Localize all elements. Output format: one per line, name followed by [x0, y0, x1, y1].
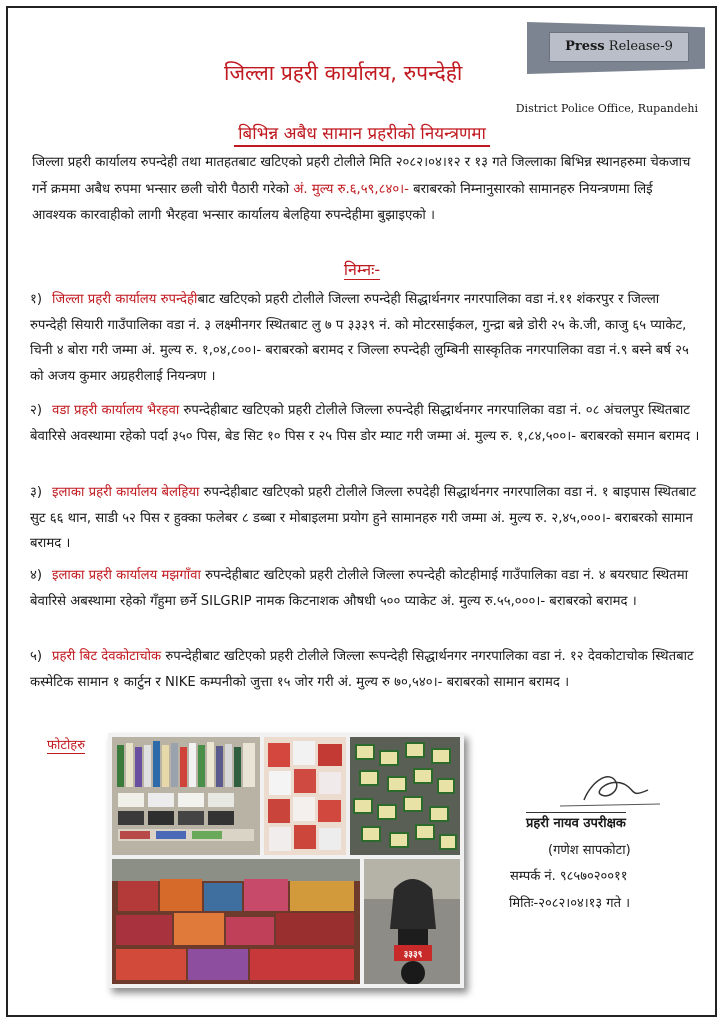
release-date: मितिः-२०८२।०४।१३ गते ।	[509, 896, 631, 911]
intro-text-a: जिल्ला प्रहरी कार्यालय रुपन्देही तथा मातहतबाट खटिएको प्रहरी टोलीले मिति २०८२।०४।१२ र १३ गते जिल्लाका बिभिन्न स्थानहरुमा चेकजाच गर्ने क्रममा अबैध रुपमा भन्सार छली चोरी पैठारी गरेको	[32, 155, 691, 197]
photo-packets	[264, 737, 346, 855]
item-unit: इलाका प्रहरी कार्यालय बेलहिया	[52, 485, 200, 500]
number-plate: ३३३९	[403, 950, 423, 960]
subheading	[0, 258, 724, 280]
signatory-name: (गणेश सापकोटा)	[548, 843, 631, 858]
intro-paragraph	[32, 150, 696, 230]
photo-pesticide-sachets	[350, 737, 460, 855]
photo-cosmetics	[112, 737, 260, 855]
contact-number: सम्पर्क नं. ९८५७०२००११	[510, 869, 628, 884]
headline	[0, 121, 724, 144]
list-item	[30, 287, 700, 389]
signatory-title: प्रहरी नायव उपरीक्षक	[526, 812, 626, 831]
photo-collage	[108, 733, 464, 988]
intro-text-b: बराबरको निम्नानुसारको सामानहरु नियन्त्रणमा लिई आवश्यक कारवाहीको लागी भैरहवा भन्सार कार्यालय बेलहिया रुपन्देहीमा बुझाइएको ।	[32, 181, 653, 223]
item-number: १)	[30, 292, 43, 307]
subheading-text: निम्नः-	[343, 260, 381, 279]
item-unit: वडा प्रहरी कार्यालय भैरहवा	[52, 403, 180, 418]
headline-text: बिभिन्न अबैध सामान प्रहरीको नियन्त्रणमा	[234, 124, 490, 147]
list-item	[30, 398, 700, 449]
release-label: Release-9	[608, 39, 673, 54]
item-unit: प्रहरी बिट देवकोटाचोक	[52, 649, 162, 664]
item-number: ३)	[30, 485, 43, 500]
item-number: ४)	[30, 568, 43, 583]
list-item	[30, 563, 700, 614]
signature-scribble	[500, 760, 700, 910]
item-text: रुपन्देहीबाट खटिएको प्रहरी टोलीले जिल्ला रुपन्देही कोटहीमाई गाउँपालिका वडा नं. ४ बयरघाट स्थितमा बेवारिसे अबस्थामा रहेको गँहुमा छर्ने SILGRIP नामक किटनाशक औषधी ५०० प्याकेट अं. मुल्य रु.५५,०००।- बराबरको बरामद ।	[30, 568, 688, 609]
press-label: Press	[565, 39, 605, 54]
intro-amount: अं. मुल्य रु.६,५९,८४०।-	[293, 181, 409, 197]
item-text: रुपन्देहीबाट खटिएको प्रहरी टोलीले जिल्ला रुपदेही सिद्धार्थनगर नगरपालिका वडा नं. १ बाइपास स्थितबाट सुट ६६ थान, साडी ५२ पिस र हुक्का फलेबर ८ डब्बा र मोबाइलमा प्रयोग हुने सामानहरु गरी जम्मा अं. मुल्य रु. २,४५,०००।- बराबरको सामान बरामद ।	[30, 485, 697, 552]
item-text: रुपन्देहीबाट खटिएको प्रहरी टोलीले जिल्ला रुपन्देही सिद्धार्थनगर नगरपालिका वडा नं. ०८ अंचलपुर स्थितबाट बेवारिसे अवस्थामा रहेको पर्दा ३५० पिस, बेड सिट १० पिस र २५ पिस डोर म्याट गरी जम्मा अं. मुल्य रु. १,८४,५००।- बराबरको समान बरामद ।	[30, 403, 700, 444]
press-release-badge	[527, 22, 705, 74]
item-unit: जिल्ला प्रहरी कार्यालय रुपन्देही	[52, 292, 198, 307]
item-unit: इलाका प्रहरी कार्यालय मझगाँवा	[52, 568, 201, 583]
item-text: रुपन्देहीबाट खटिएको प्रहरी टोलीले जिल्ला रूपन्देही सिद्धार्थनगर नगरपालिका वडा नं. १२ देवकोटाचोक स्थितबाट कस्मेटिक सामान १ कार्टुन र NIKE कम्पनीको जुत्ता १५ जोर गरी अं. मुल्य रु ७०,५४०।- बराबरको सामान बरामद ।	[30, 649, 694, 690]
office-title-nepali: जिल्ला प्रहरी कार्यालय, रुपन्देही	[224, 61, 463, 85]
photo-curtains	[112, 859, 360, 984]
photo-motorcycle	[364, 859, 460, 984]
list-item	[30, 644, 700, 695]
item-text: बाट खटिएको प्रहरी टोलीले जिल्ला रुपन्देही सिद्धार्थनगर नगरपालिका वडा नं.११ शंकरपुर र जिल्ला रुपन्देही सियारी गाउँपालिका वडा नं. ३ लक्ष्मीनगर स्थितबाट लु ७ प ३३३९ नं. को मोटरसाईकल, गुन्द्रा बन्ने डोरी २५ के.जी, काजु ६५ प्याकेट, चिनी ४ बोरा गरी जम्मा अं. मुल्य रु. १,०४,८००।- बराबरको बरामद र जिल्ला रुपन्देही लुम्बिनी सास्कृतिक नगरपालिका वडा नं.९ बस्ने बर्ष २५ को अजय कुमार अग्रहरीलाई नियन्त्रण ।	[30, 292, 689, 384]
item-number: ५)	[30, 649, 43, 664]
list-item	[30, 480, 700, 557]
item-number: २)	[30, 403, 43, 418]
photos-label: फोटोहरु	[47, 735, 85, 754]
office-title-english: District Police Office, Rupandehi	[515, 102, 698, 115]
